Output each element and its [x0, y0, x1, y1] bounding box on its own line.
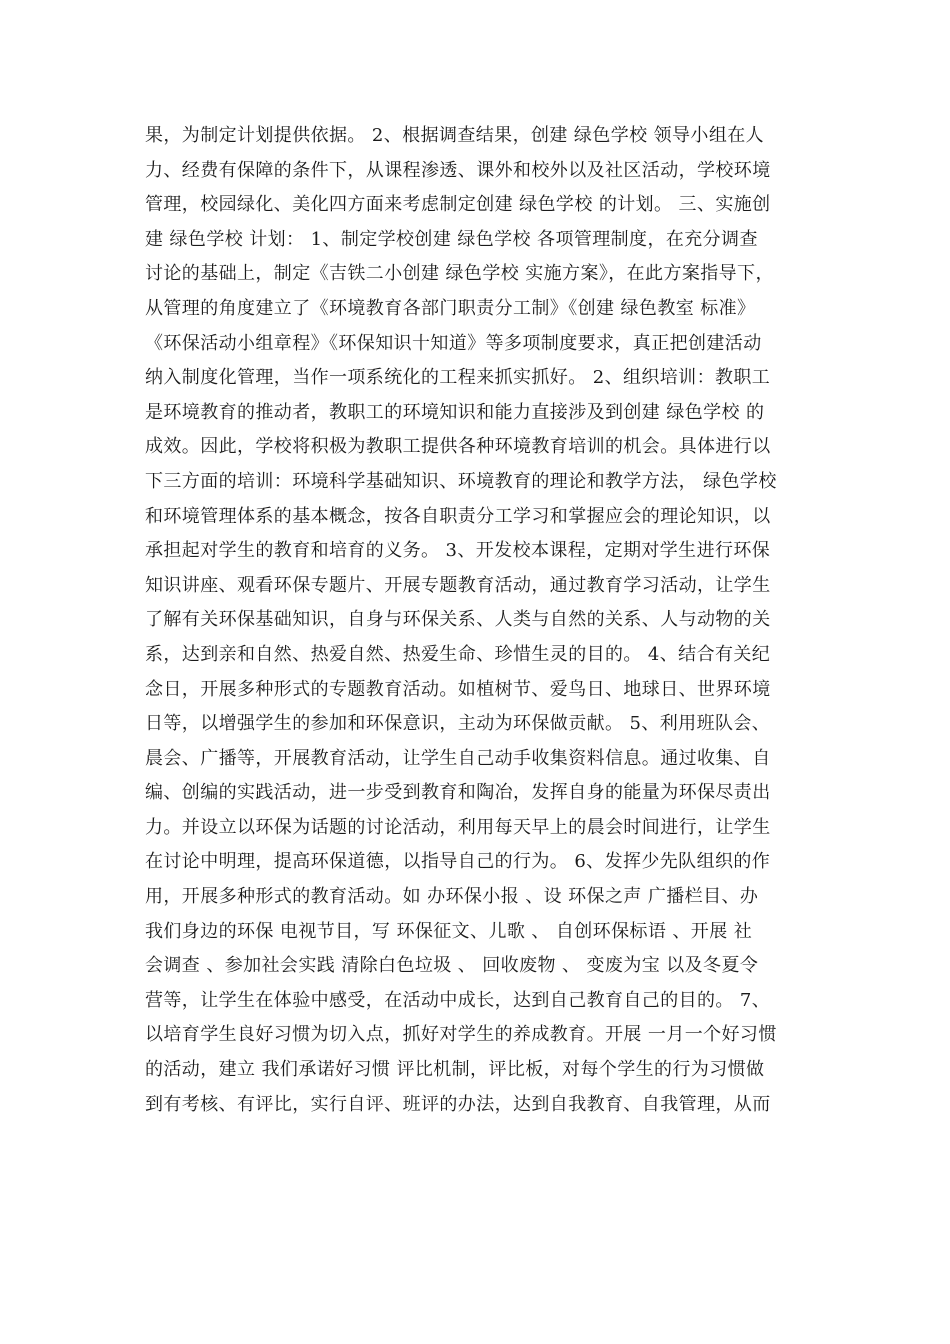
text-line: 念日，开展多种形式的专题教育活动。如植树节、爱鸟日、地球日、世界环境: [145, 678, 771, 700]
text-line: 成效。因此，学校将积极为教职工提供各种环境教育培训的机会。具体进行以: [145, 436, 771, 458]
text-line: 纳入制度化管理，当作一项系统化的工程来抓实抓好。 2、组织培训：教职工: [145, 367, 771, 389]
text-line: 日等，以增强学生的参加和环保意识，主动为环保做贡献。 5、利用班队会、: [145, 713, 771, 735]
text-line: 承担起对学生的教育和培育的义务。 3、开发校本课程，定期对学生进行环保: [145, 540, 771, 562]
text-line: 知识讲座、观看环保专题片、开展专题教育活动，通过教育学习活动，让学生: [145, 574, 771, 596]
text-line: 从管理的角度建立了《环境教育各部门职责分工制》《创建 绿色教室 标准》: [145, 297, 756, 319]
text-line: 力。并设立以环保为话题的讨论活动，利用每天早上的晨会时间进行，让学生: [145, 816, 771, 838]
text-line: 以培育学生良好习惯为切入点，抓好对学生的养成教育。开展 一月一个好习惯: [145, 1024, 777, 1046]
text-line: 《环保活动小组章程》《环保知识十知道》等多项制度要求，真正把创建活动: [145, 332, 762, 354]
text-line: 的活动，建立 我们承诺好习惯 评比机制，评比板，对每个学生的行为习惯做: [145, 1059, 765, 1081]
text-line: 编、创编的实践活动，进一步受到教育和陶冶，发挥自身的能量为环保尽责出: [145, 782, 771, 804]
text-line: 了解有关环保基础知识，自身与环保关系、人类与自然的关系、人与动物的关: [145, 609, 771, 631]
text-line: 晨会、广播等，开展教育活动，让学生自己动手收集资料信息。通过收集、自: [145, 747, 771, 769]
body-text: [145, 119, 810, 1122]
text-line: 用，开展多种形式的教育活动。如 办环保小报 、设 环保之声 广播栏目、办: [145, 886, 759, 908]
text-line: 我们身边的环保 电视节目，写 环保征文、儿歌 、 自创环保标语 、开展 社: [145, 920, 753, 942]
text-line: 是环境教育的推动者，教职工的环境知识和能力直接涉及到创建 绿色学校 的: [145, 401, 765, 423]
text-line: 讨论的基础上，制定《吉铁二小创建 绿色学校 实施方案》，在此方案指导下，: [145, 263, 774, 285]
text-line: 建 绿色学校 计划： 1、制定学校创建 绿色学校 各项管理制度，在充分调查: [145, 228, 758, 250]
text-line: 到有考核、有评比，实行自评、班评的办法，达到自我教育、自我管理，从而: [145, 1093, 771, 1115]
text-line: 管理，校园绿化、美化四方面来考虑制定创建 绿色学校 的计划。 三、实施创: [145, 194, 771, 216]
text-line: 和环境管理体系的基本概念，按各自职责分工学习和掌握应会的理论知识，以: [145, 505, 771, 527]
text-line: 在讨论中明理，提高环保道德，以指导自己的行为。 6、发挥少先队组织的作: [145, 851, 771, 873]
text-line: 系，达到亲和自然、热爱自然、热爱生命、珍惜生灵的目的。 4、结合有关纪: [145, 643, 771, 665]
text-line: 营等，让学生在体验中感受，在活动中成长，达到自己教育自己的目的。 7、: [145, 989, 771, 1011]
text-line: 会调查 、参加社会实践 清除白色垃圾 、 回收废物 、 变废为宝 以及冬夏令: [145, 955, 759, 977]
text-line: 果，为制定计划提供依据。 2、根据调查结果，创建 绿色学校 领导小组在人: [145, 125, 765, 146]
text-line: 下三方面的培训：环境科学基础知识、环境教育的理论和教学方法， 绿色学校: [145, 470, 777, 492]
text-line: 力、经费有保障的条件下，从课程渗透、课外和校外以及社区活动，学校环境: [145, 159, 771, 181]
